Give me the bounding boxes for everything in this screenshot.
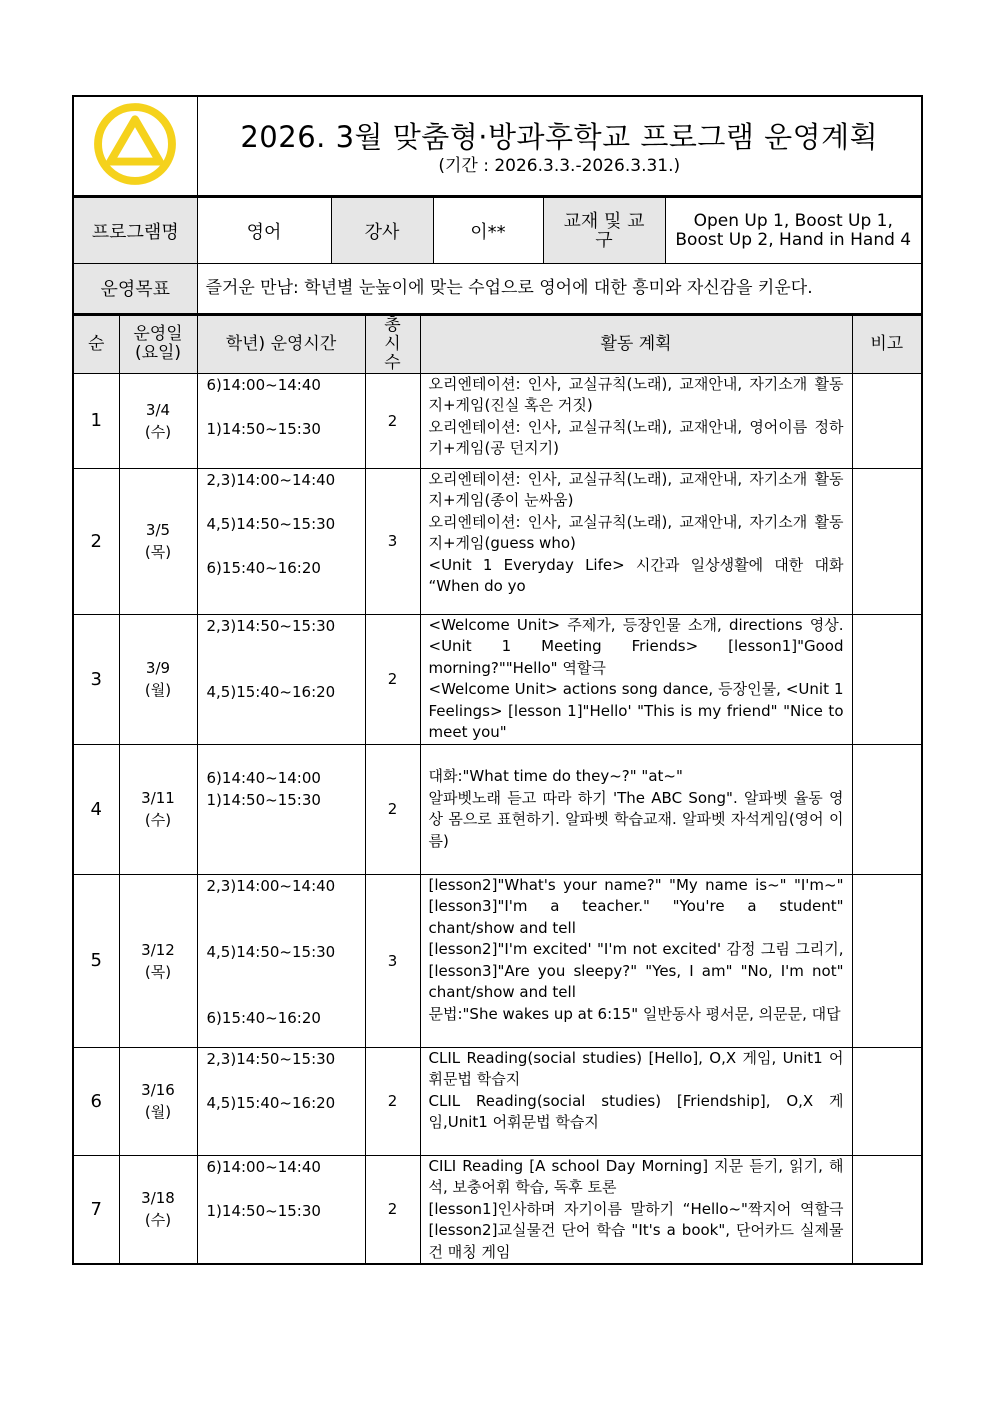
time-slot — [207, 963, 361, 985]
row-hours: 2 — [365, 1047, 420, 1155]
day-value: (목) — [144, 962, 172, 981]
table-row — [73, 468, 922, 614]
table-row — [73, 744, 922, 874]
day-value: (목) — [144, 543, 172, 561]
row-plan — [420, 1047, 852, 1155]
row-plan — [420, 744, 852, 874]
table-row — [73, 614, 922, 744]
row-note — [852, 373, 922, 468]
time-slot: 4,5)14:50~15:30 — [206, 514, 336, 533]
program-label: 프로그램명 — [73, 198, 197, 264]
row-number: 4 — [73, 744, 119, 874]
row-times — [197, 468, 365, 614]
row-number: 2 — [73, 468, 119, 614]
row-plan — [420, 468, 852, 614]
row-hours: 2 — [365, 373, 420, 468]
teacher-value: 이** — [433, 198, 543, 264]
time-slot: 6)14:00~14:40 — [206, 1157, 321, 1176]
row-hours: 2 — [365, 1155, 420, 1264]
row-note — [852, 1155, 922, 1264]
goal-value: 즐거운 만남: 학년별 눈높이에 맞는 수업으로 영어에 대한 흥미와 자신감을 키운다. — [197, 264, 922, 314]
time-slot: 6)15:40~16:20 — [206, 558, 321, 577]
plan-item — [429, 745, 844, 767]
row-number: 7 — [73, 1155, 119, 1264]
row-hours: 2 — [365, 614, 420, 744]
period-text: (기간 : 2026.3.3.-2026.3.31.) — [438, 156, 681, 176]
plan-item: CLIL Reading(social studies) [Hello], O,X 게임, Unit1 어휘문법 학습지 — [428, 1048, 844, 1088]
row-date — [119, 874, 197, 1047]
plan-item: [lesson2]"I'm excited' "I'm not excited' 감정 그림 그리기, [lesson3]"Are you sleepy?" "Yes, I am" "No, I'm not" chant/show and tell — [428, 940, 844, 1001]
time-slot: 1)14:50~15:30 — [206, 419, 321, 438]
document — [72, 95, 923, 1265]
time-slot: 4,5)15:40~16:20 — [206, 682, 336, 701]
day-value: (월) — [144, 1103, 172, 1121]
row-number: 3 — [73, 614, 119, 744]
time-slot — [207, 985, 361, 1007]
table-row — [73, 373, 922, 468]
row-hours: 2 — [365, 744, 420, 874]
time-slot — [207, 1070, 361, 1092]
day-value: (월) — [144, 681, 172, 699]
textbook-value: Open Up 1, Boost Up 1, Boost Up 2, Hand in Hand 4 — [665, 198, 922, 264]
col-hours: 총 시수 — [365, 315, 420, 373]
plan-item: 오리엔테이션: 인사, 교실규칙(노래), 교재안내, 자기소개 활동지+게임(종이 눈싸움) — [428, 469, 844, 509]
date-value: 3/12 — [141, 940, 175, 959]
date-value: 3/9 — [145, 659, 171, 677]
time-slot: 6)14:40~14:00 — [206, 768, 321, 787]
plan-item: <Unit 1 Everyday Life> 시간과 일상생활에 대한 대화 “When do yo — [428, 555, 844, 595]
date-value: 3/16 — [141, 1081, 175, 1099]
row-hours: 3 — [365, 874, 420, 1047]
row-note — [852, 744, 922, 874]
row-date — [119, 468, 197, 614]
table-row — [73, 1047, 922, 1155]
row-plan — [420, 614, 852, 744]
header-table — [72, 95, 923, 197]
time-slot: 6)14:00~14:40 — [206, 375, 321, 394]
table-row — [73, 1155, 922, 1264]
plan-item: [lesson2]"What's your name?" "My name is~" "I'm~" [lesson3]"I'm a teacher." "You're a student" chant/show and tell — [428, 875, 844, 937]
time-slot — [207, 897, 361, 919]
col-date: 운영일 (요일) — [119, 315, 197, 373]
plan-item: 오리엔테이션: 인사, 교실규칙(노래), 교재안내, 자기소개 활동지+게임(진실 혹은 거짓) — [428, 374, 844, 414]
time-slot — [207, 1178, 361, 1200]
time-slot — [207, 659, 361, 681]
col-no: 순 — [73, 315, 119, 373]
time-slot: 2,3)14:00~14:40 — [206, 876, 336, 895]
logo-cell — [73, 96, 197, 196]
teacher-label: 강사 — [331, 198, 433, 264]
row-date — [119, 373, 197, 468]
row-times — [197, 874, 365, 1047]
plan-item: <Welcome Unit> 주제가, 등장인물 소개, directions 영상. <Unit 1 Meeting Friends> [lesson1]"Good morning?""Hello" 역할극 — [428, 615, 844, 677]
title-cell — [197, 96, 922, 196]
goal-label: 운영목표 — [73, 264, 197, 314]
row-plan — [420, 1155, 852, 1264]
col-time: 학년) 운영시간 — [197, 315, 365, 373]
circle-triangle-logo-icon — [91, 100, 179, 188]
row-number: 5 — [73, 874, 119, 1047]
time-slot: 6)15:40~16:20 — [206, 1008, 321, 1027]
time-slot — [207, 745, 361, 767]
row-date — [119, 744, 197, 874]
row-note — [852, 468, 922, 614]
page-title: 2026. 3월 맞춤형·방과후학교 프로그램 운영계획 — [240, 120, 879, 154]
time-slot: 2,3)14:00~14:40 — [206, 470, 336, 489]
plan-item: 오리엔테이션: 인사, 교실규칙(노래), 교재안내, 영어이름 정하기+게임(공 던지기) — [428, 417, 844, 457]
row-times — [197, 1047, 365, 1155]
time-slot: 4,5)14:50~15:30 — [206, 942, 336, 961]
day-value: (수) — [144, 422, 172, 441]
textbook-label: 교재 및 교구 — [543, 198, 665, 264]
plan-item: 알파벳노래 듣고 따라 하기 'The ABC Song". 알파벳 율동 영상 몸으로 표현하기. 알파벳 학습교재. 알파벳 자석게임(영어 이름) — [428, 788, 844, 850]
time-slot: 1)14:50~15:30 — [206, 790, 321, 809]
plan-item: [lesson1]인사하며 자기이름 말하기 “Hello~"짝지어 역할극 [lesson2]교실물건 단어 학습 "It's a book", 단어카드 실제물건 매칭 게임 — [428, 1199, 844, 1261]
row-number: 6 — [73, 1047, 119, 1155]
row-hours: 3 — [365, 468, 420, 614]
row-date — [119, 1155, 197, 1264]
row-note — [852, 1047, 922, 1155]
time-slot — [207, 491, 361, 513]
row-plan — [420, 874, 852, 1047]
time-slot — [207, 919, 361, 941]
row-times — [197, 744, 365, 874]
time-slot: 2,3)14:50~15:30 — [206, 616, 336, 635]
plan-item: 문법:"She wakes up at 6:15" 일반동사 평서문, 의문문, 대답 — [428, 1004, 841, 1023]
row-note — [852, 874, 922, 1047]
row-plan — [420, 373, 852, 468]
row-note — [852, 614, 922, 744]
plan-item: <Welcome Unit> actions song dance, 등장인물, <Unit 1 Feelings> [lesson 1]"Hello' "This is my friend" "Nice to meet you" — [428, 680, 844, 741]
row-times — [197, 1155, 365, 1264]
plan-item: CILI Reading [A school Day Morning] 지문 듣기, 읽기, 해석, 보충어휘 학습, 독후 토론 — [428, 1156, 844, 1196]
row-times — [197, 373, 365, 468]
col-note: 비고 — [852, 315, 922, 373]
time-slot: 4,5)15:40~16:20 — [206, 1093, 336, 1112]
row-date — [119, 1047, 197, 1155]
day-value: (수) — [144, 1211, 172, 1230]
program-value: 영어 — [197, 198, 331, 264]
date-value: 3/5 — [145, 521, 171, 539]
col-plan: 활동 계획 — [420, 315, 852, 373]
schedule-table — [72, 315, 923, 1266]
time-slot: 2,3)14:50~15:30 — [206, 1049, 336, 1068]
schedule-rows — [73, 373, 922, 1264]
time-slot — [207, 396, 361, 418]
date-value: 3/11 — [141, 789, 175, 807]
plan-item: 대화:"What time do they~?" "at~" — [428, 767, 683, 785]
time-slot — [207, 637, 361, 659]
info-table — [72, 197, 923, 315]
plan-item: 오리엔테이션: 인사, 교실규칙(노래), 교재안내, 자기소개 활동지+게임(guess who) — [428, 512, 844, 552]
row-number: 1 — [73, 373, 119, 468]
plan-item: CLIL Reading(social studies) [Friendship], O,X 게임,Unit1 어휘문법 학습지 — [428, 1091, 844, 1131]
table-row — [73, 874, 922, 1047]
date-value: 3/18 — [141, 1189, 175, 1208]
time-slot — [207, 535, 361, 557]
row-times — [197, 614, 365, 744]
time-slot: 1)14:50~15:30 — [206, 1201, 321, 1220]
date-value: 3/4 — [145, 400, 171, 419]
day-value: (수) — [144, 811, 172, 829]
row-date — [119, 614, 197, 744]
